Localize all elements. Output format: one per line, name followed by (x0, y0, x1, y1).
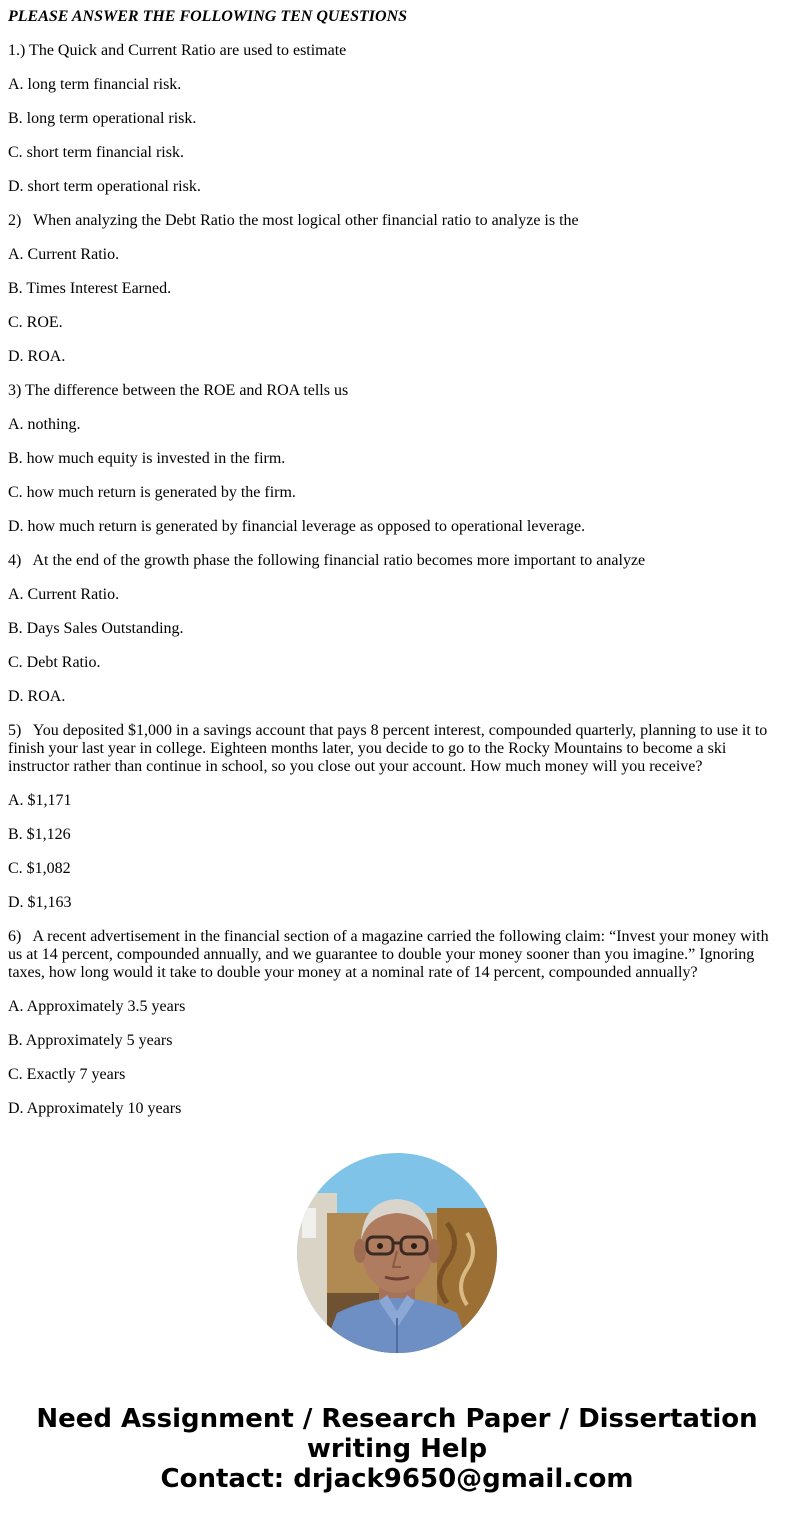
question-text: 2) When analyzing the Debt Ratio the most logical other financial ratio to analyze is the (8, 212, 579, 229)
contact-banner (0, 1404, 794, 1494)
question-4 (8, 552, 778, 706)
answer-option: C. short term financial risk. (8, 144, 184, 161)
answer-option: A. nothing. (8, 416, 81, 433)
answer-option: D. $1,163 (8, 894, 72, 911)
answer-option: D. ROA. (8, 348, 66, 365)
contact-email: Contact: drjack9650@gmail.com (160, 1464, 634, 1494)
author-photo (297, 1153, 497, 1353)
answer-option: D. short term operational risk. (8, 178, 201, 195)
answer-option: C. how much return is generated by the firm. (8, 484, 296, 501)
page-heading: PLEASE ANSWER THE FOLLOWING TEN QUESTIONS (8, 8, 408, 25)
question-text: 3) The difference between the ROE and ROA tells us (8, 382, 349, 399)
question-2 (8, 212, 778, 366)
question-text: 6) A recent advertisement in the financial section of a magazine carried the following claim: “Invest your money with us at 14 percent, compounded annually, and we guarantee to double your money sooner than you imagine.” Ignoring taxes, how long would it take to double your money at a nominal rate of 14 percent, compounded annually? (8, 928, 773, 981)
answer-option: A. long term financial risk. (8, 76, 182, 93)
answer-option: D. ROA. (8, 688, 66, 705)
answer-option: A. Current Ratio. (8, 586, 120, 603)
question-3 (8, 382, 778, 536)
question-text: 4) At the end of the growth phase the following financial ratio becomes more important to analyze (8, 552, 646, 569)
answer-option: B. Days Sales Outstanding. (8, 620, 184, 637)
answer-option: C. ROE. (8, 314, 63, 331)
answer-option: D. how much return is generated by financial leverage as opposed to operational leverage. (8, 518, 586, 535)
answer-option: C. $1,082 (8, 860, 71, 877)
answer-option: C. Exactly 7 years (8, 1066, 126, 1083)
banner-line-2: writing Help (306, 1434, 488, 1464)
question-5 (8, 722, 778, 912)
answer-option: B. long term operational risk. (8, 110, 197, 127)
answer-option: B. how much equity is invested in the firm. (8, 450, 286, 467)
answer-option: B. $1,126 (8, 826, 71, 843)
question-1 (8, 42, 778, 196)
author-avatar (297, 1153, 497, 1353)
answer-option: A. $1,171 (8, 792, 72, 809)
answer-option: B. Approximately 5 years (8, 1032, 173, 1049)
document-body (8, 0, 778, 1118)
question-text: 5) You deposited $1,000 in a savings account that pays 8 percent interest, compounded quarterly, planning to use it to finish your last year in college. Eighteen months later, you decide to go to the Rocky Mountains to become a ski instructor rather than continue in school, so you close out your account. How much money will you receive? (8, 722, 772, 775)
banner-line-1: Need Assignment / Research Paper / Dissertation (36, 1404, 758, 1434)
answer-option: B. Times Interest Earned. (8, 280, 172, 297)
question-6 (8, 928, 778, 1118)
answer-option: D. Approximately 10 years (8, 1100, 182, 1117)
question-text: 1.) The Quick and Current Ratio are used to estimate (8, 42, 347, 59)
answer-option: A. Current Ratio. (8, 246, 120, 263)
answer-option: C. Debt Ratio. (8, 654, 101, 671)
answer-option: A. Approximately 3.5 years (8, 998, 186, 1015)
